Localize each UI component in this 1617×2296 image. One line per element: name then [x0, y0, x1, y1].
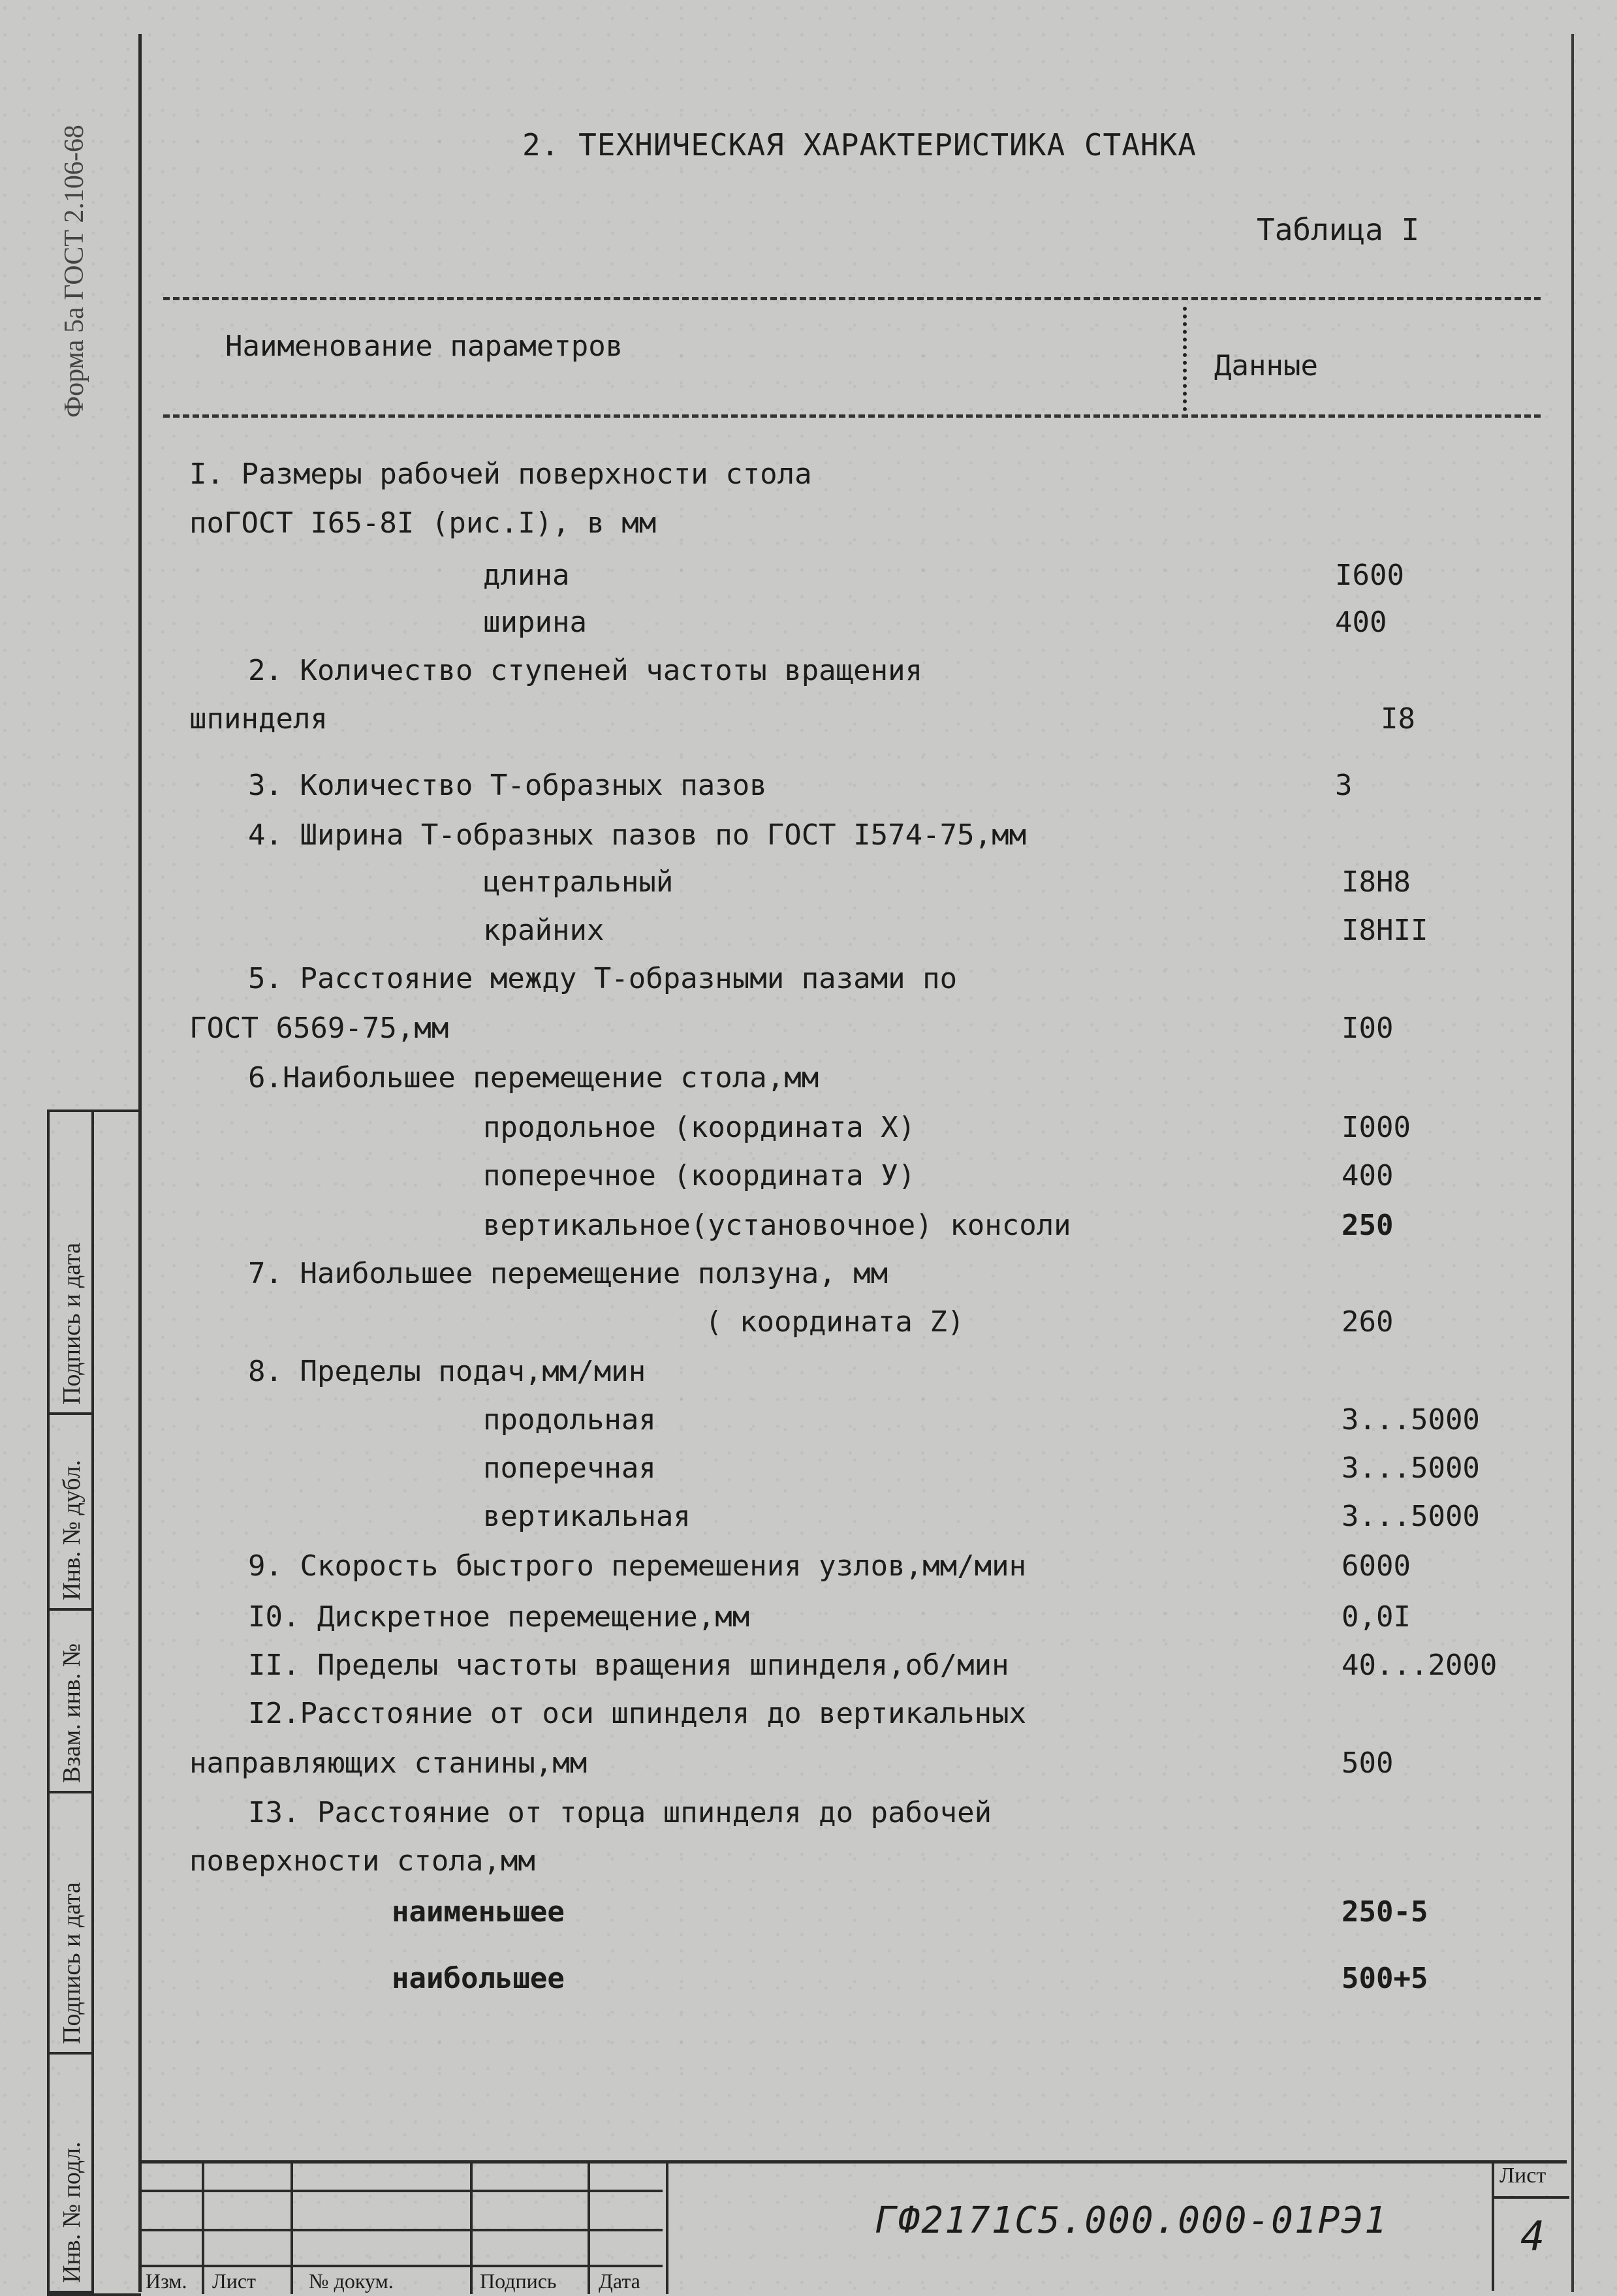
row-9-label: 9. Скорость быстрого перемешения узлов,мм/мин — [248, 1549, 1027, 1583]
row-transverse-value: 400 — [1342, 1159, 1394, 1192]
table-number: Таблица I — [1257, 212, 1420, 247]
row-central-label: центральный — [483, 865, 674, 899]
stamp-label-signature: Подпись — [480, 2269, 557, 2293]
row-7-value: 260 — [1342, 1305, 1394, 1339]
row-outer-label: крайних — [483, 914, 604, 947]
row-12-title: I2.Расстояние от оси шпинделя до вертикальных — [248, 1697, 1027, 1730]
side-cell-signature-date-1: Подпись и дата — [50, 1791, 91, 2055]
row-feed-transverse-label: поперечная — [483, 1451, 656, 1485]
sheet-box — [1492, 2160, 1569, 2291]
row-feed-longitudinal-label: продольная — [483, 1403, 656, 1436]
stamp-label-sheet: Лист — [212, 2269, 257, 2293]
form-note: Форма 5а ГОСТ 2.106-68 — [59, 125, 89, 418]
header-bottom-rule — [163, 414, 1541, 418]
row-outer-value: I8HII — [1342, 914, 1428, 947]
row-5-title: 5. Расстояние между Т-образными пазами по — [248, 962, 958, 995]
row-width-label: ширина — [483, 606, 587, 639]
row-longitudinal-value: I000 — [1342, 1111, 1411, 1144]
row-width-value: 400 — [1335, 606, 1387, 639]
row-1-subtitle: поГОСТ I65-8I (рис.I), в мм — [189, 506, 657, 540]
row-12-value: 500 — [1342, 1746, 1394, 1780]
row-10-label: I0. Дискретное перемещение,мм — [248, 1600, 750, 1634]
header-name: Наименование параметров — [225, 330, 623, 363]
row-12-subtitle: направляющих станины,мм — [189, 1746, 588, 1780]
header-divider — [1183, 307, 1187, 411]
row-vertical-label: вертикальное(установочное) консоли — [483, 1209, 1071, 1242]
row-min-value: 250-5 — [1342, 1895, 1428, 1929]
row-6-title: 6.Наибольшее перемещение стола,мм — [248, 1061, 819, 1094]
sheet-label: Лист — [1499, 2164, 1546, 2188]
row-feed-vertical-value: 3...5000 — [1342, 1500, 1480, 1533]
row-2-value: I8 — [1381, 702, 1415, 736]
row-4-title: 4. Ширина Т-образных пазов по ГОСТ I574-75,мм — [248, 818, 1027, 852]
row-longitudinal-label: продольное (координата X) — [483, 1111, 916, 1144]
row-min-label: наименьшее — [392, 1895, 565, 1929]
row-5-value: I00 — [1342, 1012, 1394, 1045]
side-cell-inv-dubl: Инв. № дубл. — [50, 1412, 91, 1611]
side-cell-vzam-inv: Взам. инв. № — [50, 1608, 91, 1793]
row-13-title: I3. Расстояние от торца шпинделя до рабочей — [248, 1796, 992, 1829]
row-13-subtitle: поверхности стола,мм — [189, 1844, 535, 1878]
row-feed-longitudinal-value: 3...5000 — [1342, 1403, 1480, 1436]
row-max-label: наибольшее — [392, 1962, 565, 1995]
row-length-value: I600 — [1335, 559, 1404, 592]
row-5-subtitle: ГОСТ 6569-75,мм — [189, 1012, 449, 1045]
row-feed-vertical-label: вертикальная — [483, 1500, 691, 1533]
side-cell-inv-podl: Инв. № подл. — [50, 2052, 91, 2293]
row-7-title: 7. Наибольшее перемещение ползуна, мм — [248, 1257, 888, 1290]
row-feed-transverse-value: 3...5000 — [1342, 1451, 1480, 1485]
page-title: 2. ТЕХНИЧЕСКАЯ ХАРАКТЕРИСТИКА СТАНКА — [522, 127, 1197, 163]
row-2-title: 2. Количество ступеней частоты вращения — [248, 654, 923, 687]
row-transverse-label: поперечное (координата У) — [483, 1159, 916, 1192]
row-max-value: 500+5 — [1342, 1962, 1428, 1995]
header-top-rule — [163, 297, 1541, 300]
row-2-subtitle: шпинделя — [189, 702, 328, 736]
row-7-coordinate: ( координата Z) — [705, 1305, 965, 1339]
row-11-value: 40...2000 — [1342, 1649, 1498, 1682]
stamp-label-doc-no: № докум. — [309, 2269, 394, 2293]
row-3-value: 3 — [1335, 769, 1353, 802]
document-number: ГФ2171С5.000.000-01РЭ1 — [875, 2199, 1388, 2242]
row-central-value: I8H8 — [1342, 865, 1411, 899]
row-8-title: 8. Пределы подач,мм/мин — [248, 1355, 646, 1388]
sheet-number: 4 — [1520, 2212, 1545, 2260]
side-cell-signature-date-2: Подпись и дата — [50, 1112, 91, 1415]
side-stamp-strip — [47, 1109, 141, 2296]
row-11-label: II. Пределы частоты вращения шпинделя,об/мин — [248, 1649, 1009, 1682]
stamp-label-change: Изм. — [146, 2269, 187, 2293]
row-9-value: 6000 — [1342, 1549, 1411, 1583]
header-data: Данные — [1214, 349, 1318, 382]
row-1-title: I. Размеры рабочей поверхности стола — [189, 458, 812, 491]
stamp-label-date: Дата — [599, 2269, 640, 2293]
row-length-label: длина — [483, 559, 570, 592]
row-3-label: 3. Количество Т-образных пазов — [248, 769, 767, 802]
row-vertical-value: 250 — [1342, 1209, 1394, 1242]
row-10-value: 0,0I — [1342, 1600, 1411, 1634]
